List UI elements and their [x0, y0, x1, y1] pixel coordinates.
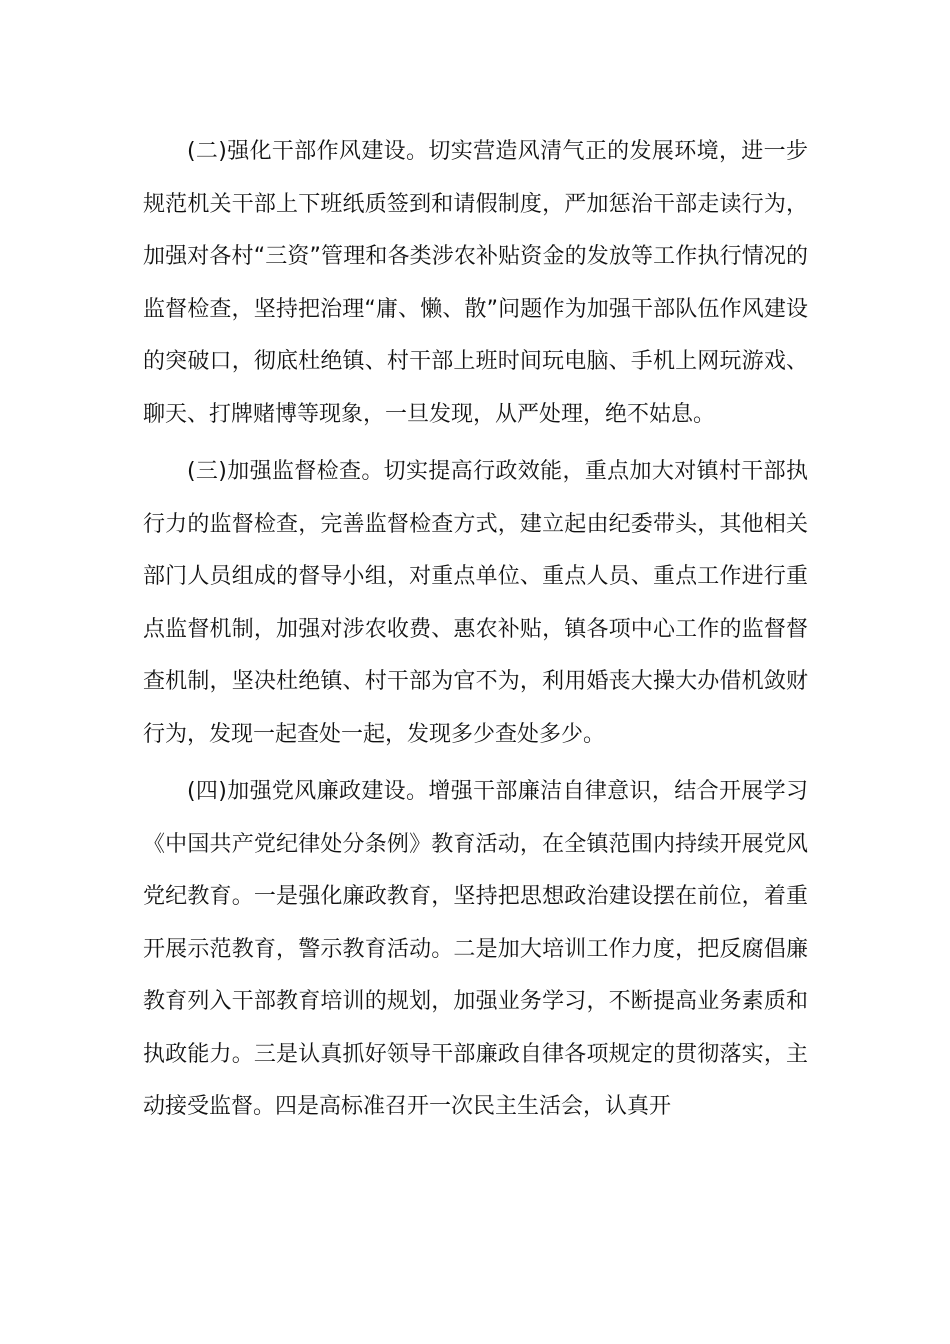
paragraph-supervision: (三)加强监督检查。切实提高行政效能，重点加大对镇村干部执行力的监督检查，完善监督检查方式，建立起由纪委带头，其他相关部门人员组成的督导小组，对重点单位、重点人员、重点工作进行重点监督机制，加强对涉农收费、惠农补贴，镇各项中心工作的监督督查机制，坚决杜绝镇、村干部为官不为，利用婚丧大操大办借机敛财行为，发现一起查处一起，发现多少查处多少。: [143, 459, 808, 747]
document-body: [143, 126, 808, 1134]
paragraph-cadre-style: (二)强化干部作风建设。切实营造风清气正的发展环境，进一步规范机关干部上下班纸质签到和请假制度，严加惩治干部走读行为，加强对各村“三资”管理和各类涉农补贴资金的发放等工作执行情况的监督检查，坚持把治理“庸、懒、散”问题作为加强干部队伍作风建设的突破口，彻底杜绝镇、村干部上班时间玩电脑、手机上网玩游戏、聊天、打牌赌博等现象，一旦发现，从严处理，绝不姑息。: [143, 139, 808, 427]
paragraph-party-integrity: (四)加强党风廉政建设。增强干部廉洁自律意识，结合开展学习《中国共产党纪律处分条例》教育活动，在全镇范围内持续开展党风党纪教育。一是强化廉政教育，坚持把思想政治建设摆在前位，着重开展示范教育，警示教育活动。二是加大培训工作力度，把反腐倡廉教育列入干部教育培训的规划，加强业务学习，不断提高业务素质和执政能力。三是认真抓好领导干部廉政自律各项规定的贯彻落实，主动接受监督。四是高标准召开一次民主生活会，认真开: [143, 779, 808, 1119]
